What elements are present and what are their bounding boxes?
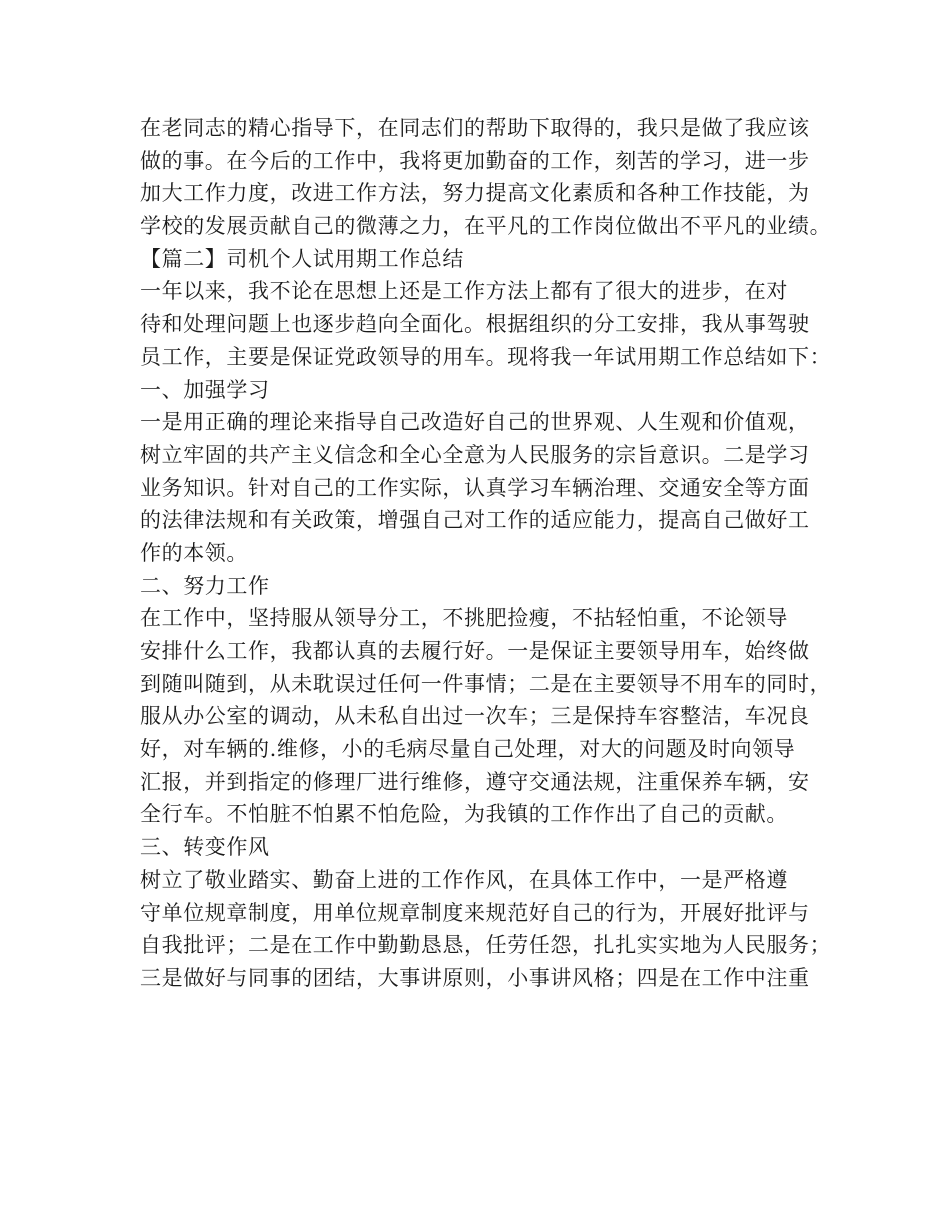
text-line: 在工作中，坚持服从领导分工，不挑肥捡瘦，不拈轻怕重，不论领导 — [140, 606, 788, 631]
text-line: 一是用正确的理论来指导自己改造好自己的世界观、人生观和价值观， — [140, 410, 810, 435]
text-line: 员工作，主要是保证党政领导的用车。现将我一年试用期工作总结如下： — [140, 344, 832, 369]
text-line: 做的事。在今后的工作中，我将更加勤奋的工作，刻苦的学习，进一步 — [140, 148, 810, 173]
text-line: 业务知识。针对自己的工作实际，认真学习车辆治理、交通安全等方面 — [140, 475, 810, 500]
text-line: 守单位规章制度，用单位规章制度来规范好自己的行为，开展好批评与 — [140, 900, 810, 925]
text-line: 三是做好与同事的团结，大事讲原则，小事讲风格；四是在工作中注重 — [140, 965, 810, 990]
text-line: 一年以来，我不论在思想上还是工作方法上都有了很大的进步，在对 — [140, 279, 788, 304]
text-line: 服从办公室的调动，从未私自出过一次车；三是保持车容整洁，车况良 — [140, 704, 810, 729]
text-line: 自我批评；二是在工作中勤勤恳恳，任劳任怨，扎扎实实地为人民服务； — [140, 933, 832, 958]
subsection-heading: 二、努力工作 — [140, 573, 270, 598]
subsection-heading: 一、加强学习 — [140, 377, 270, 402]
text-line: 全行车。不怕脏不怕累不怕危险，为我镇的工作作出了自己的贡献。 — [140, 802, 788, 827]
text-line: 待和处理问题上也逐步趋向全面化。根据组织的分工安排，我从事驾驶 — [140, 312, 810, 337]
text-line: 汇报，并到指定的修理厂进行维修，遵守交通法规，注重保养车辆，安 — [140, 769, 810, 794]
document-body — [140, 112, 840, 995]
text-line: 到随叫随到，从未耽误过任何一件事情；二是在主要领导不用车的同时， — [140, 671, 832, 696]
text-line: 树立牢固的共产主义信念和全心全意为人民服务的宗旨意识。二是学习 — [140, 442, 810, 467]
section-heading: 【篇二】司机个人试用期工作总结 — [140, 246, 464, 271]
text-line: 加大工作力度，改进工作方法，努力提高文化素质和各种工作技能，为 — [140, 181, 810, 206]
text-line: 学校的发展贡献自己的微薄之力，在平凡的工作岗位做出不平凡的业绩。 — [140, 214, 832, 239]
text-line: 树立了敬业踏实、勤奋上进的工作作风，在具体工作中，一是严格遵 — [140, 867, 788, 892]
text-line: 安排什么工作，我都认真的去履行好。一是保证主要领导用车，始终做 — [140, 639, 810, 663]
subsection-heading: 三、转变作风 — [140, 835, 270, 860]
text-line: 在老同志的精心指导下，在同志们的帮助下取得的，我只是做了我应该 — [140, 116, 810, 140]
text-line: 的法律法规和有关政策，增强自己对工作的适应能力，提高自己做好工 — [140, 508, 810, 533]
text-line: 作的本领。 — [140, 540, 248, 565]
text-line: 好，对车辆的.维修，小的毛病尽量自己处理，对大的问题及时向领导 — [140, 737, 796, 762]
